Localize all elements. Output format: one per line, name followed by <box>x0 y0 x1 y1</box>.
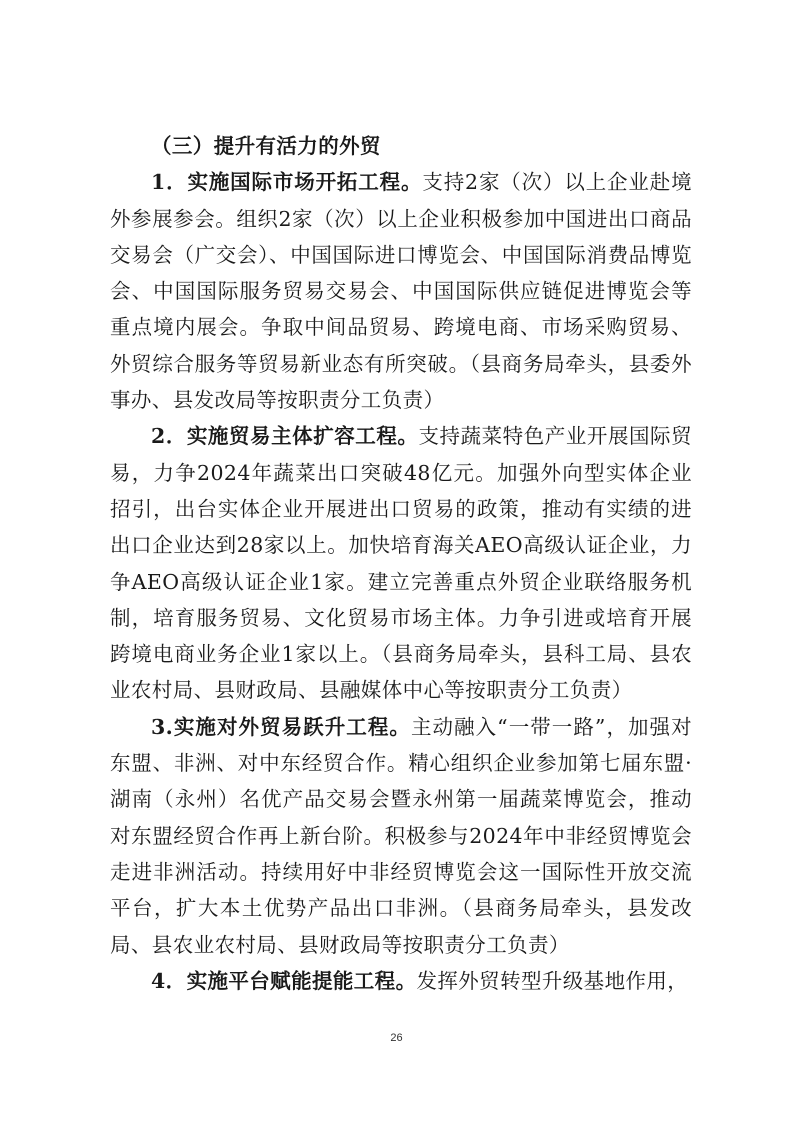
section-heading: （三）提升有活力的外贸 <box>151 134 381 158</box>
item-body: 支持2家（次）以上企业赴境外参展参会。组织2家（次）以上企业积极参加中国进出口商品交易会（广交会）、中国国际进口博览会、中国国际消费品博览会、中国国际服务贸易交易会、中国国际供应链促进博览会等重点境内展会。争取中间品贸易、跨境电商、市场采购贸易、外贸综合服务等贸易新业态有所突破。（县商务局牵头，县委外事办、县发改局等按职责分工负责） <box>110 170 693 413</box>
document-body <box>110 128 692 999</box>
item-body: 主动融入“一带一路”，加强对东盟、非洲、对中东经贸合作。精心组织企业参加第七届东盟·湖南（永州）名优产品交易会暨永州第一届蔬菜博览会，推动对东盟经贸合作再上新台阶。积极参与2024年中非经贸博览会走进非洲活动。持续用好中非经贸博览会这一国际性开放交流平台，扩大本土优势产品出口非洲。（县商务局牵头，县发改局、县农业农村局、县财政局等按职责分工负责） <box>110 714 693 957</box>
paragraph-item-3 <box>110 709 692 963</box>
item-title: 2．实施贸易主体扩容工程。 <box>151 424 419 449</box>
item-body: 发挥外贸转型升级基地作用， <box>416 968 689 993</box>
item-body: 支持蔬菜特色产业开展国际贸易，力争2024年蔬菜出口突破48亿元。加强外向型实体企业招引，出台实体企业开展进出口贸易的政策，推动有实绩的进出口企业达到28家以上。加快培育海关AEO高级认证企业，力争AEO高级认证企业1家。建立完善重点外贸企业联络服务机制，培育服务贸易、文化贸易市场主体。力争引进或培育开展跨境电商业务企业1家以上。（县商务局牵头，县科工局、县农业农村局、县财政局、县融媒体中心等按职责分工负责） <box>110 424 693 703</box>
item-title: 3.实施对外贸易跃升工程。 <box>151 714 411 739</box>
paragraph-item-1 <box>110 164 692 418</box>
paragraph-item-2 <box>110 418 692 708</box>
paragraph-item-4 <box>110 963 692 999</box>
item-title: 4．实施平台赋能提能工程。 <box>151 968 417 993</box>
item-title: 1．实施国际市场开拓工程。 <box>151 170 423 195</box>
page-number: 26 <box>390 1032 403 1044</box>
